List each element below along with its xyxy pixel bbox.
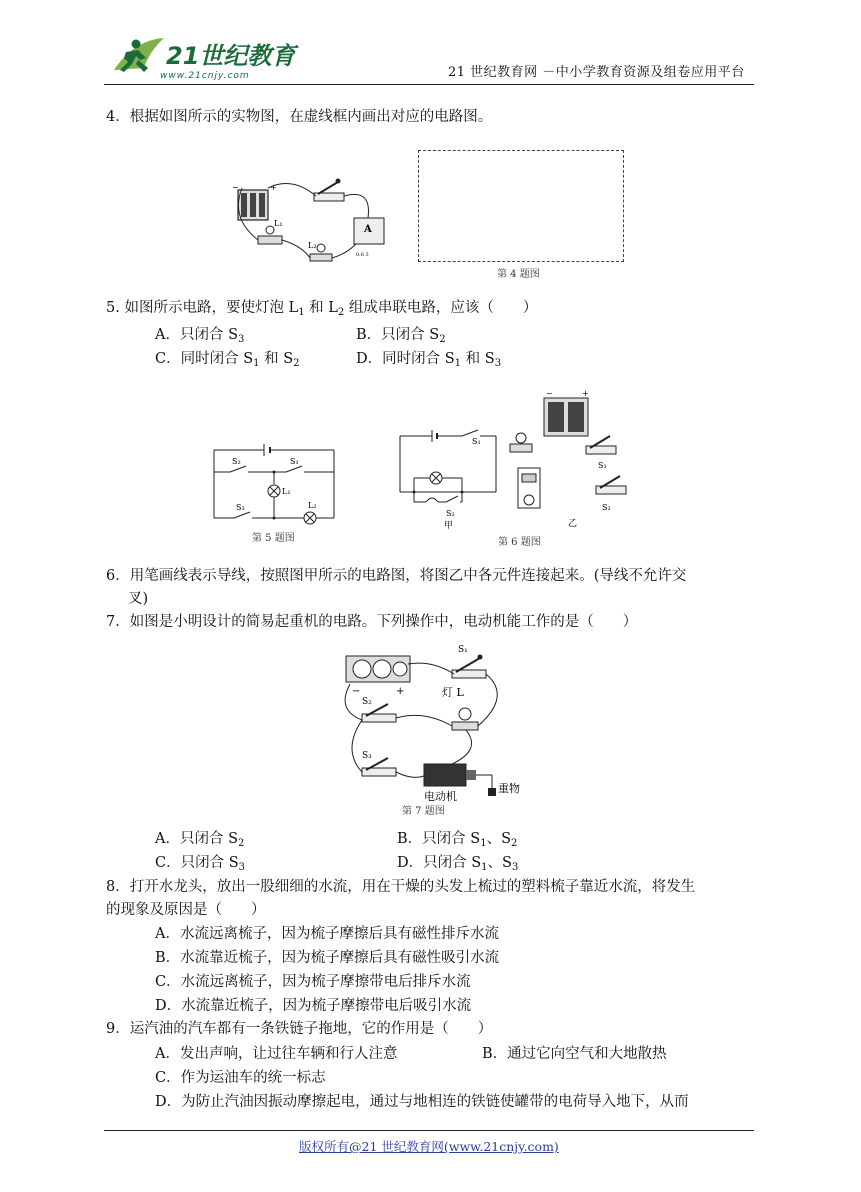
q5-option-d[interactable]: D．同时闭合 $S_1$ 和 $S_3$ xyxy=(356,351,502,369)
lamp-icon xyxy=(510,433,532,452)
svg-text:S₂: S₂ xyxy=(232,457,241,466)
fig7-crane-circuit xyxy=(332,640,532,816)
svg-text:S₂: S₂ xyxy=(446,509,455,518)
svg-text:重物: 重物 xyxy=(498,782,520,795)
q5-option-b[interactable]: B．只闭合 $S_2$ xyxy=(356,327,446,345)
q8-option-d[interactable]: D．水流靠近梳子，因为梳子摩擦带电后吸引水流 xyxy=(155,998,472,1014)
fig6-jia-circuit xyxy=(396,426,500,530)
footer-copyright-link[interactable]: 版权所有@21 世纪教育网(www.21cnjy.com) xyxy=(299,1139,559,1154)
q6-stem-line2: 叉) xyxy=(128,591,149,607)
q7-option-c[interactable]: C．只闭合 $S_3$ xyxy=(155,855,246,873)
q7-stem: 7．如图是小明设计的简易起重机的电路。下列操作中，电动机能工作的是（ ） xyxy=(106,614,638,630)
svg-text:−: − xyxy=(232,183,239,192)
fig5-circuit xyxy=(208,440,340,526)
q4-caption: 第 4 题图 xyxy=(497,269,540,280)
svg-text:S₁: S₁ xyxy=(598,461,607,470)
switch-s1-icon xyxy=(452,655,486,679)
header-logo xyxy=(104,30,304,84)
q9-option-a[interactable]: A．发出声响，让过往车辆和行人注意 xyxy=(155,1046,398,1062)
fig4-physical-circuit xyxy=(222,168,394,264)
switch-s2-icon xyxy=(596,476,626,512)
svg-text:S₁: S₁ xyxy=(472,437,481,446)
q9-option-c[interactable]: C．作为运油车的统一标志 xyxy=(155,1070,326,1086)
q5-stem: 5. 如图所示电路，要使灯泡 $L_1$ 和 $L_2$ 组成串联电路，应该（ ） xyxy=(106,300,538,318)
svg-text:+: + xyxy=(396,686,405,697)
header-rule xyxy=(104,84,754,85)
q7-option-b[interactable]: B．只闭合 $S_1$、$S_2$ xyxy=(397,831,518,849)
q4-answer-box[interactable] xyxy=(418,150,624,262)
q8-stem-line1: 8．打开水龙头，放出一股细细的水流，用在干燥的头发上梳过的塑料梳子靠近水流，将发生 xyxy=(106,879,696,895)
logo-text: 21世纪教育 xyxy=(166,42,296,70)
q8-option-a[interactable]: A．水流远离梳子，因为梳子摩擦后具有磁性排斥水流 xyxy=(155,926,499,942)
svg-text:L₁: L₁ xyxy=(282,487,291,496)
q6-caption: 第 6 题图 xyxy=(498,537,541,548)
ammeter-icon xyxy=(354,218,384,258)
svg-text:A: A xyxy=(364,224,372,235)
q5-caption: 第 5 题图 xyxy=(252,533,295,544)
svg-text:S₁: S₁ xyxy=(290,457,299,466)
svg-text:−: − xyxy=(546,389,553,398)
svg-text:S₂: S₂ xyxy=(602,503,611,512)
q7-option-a[interactable]: A．只闭合 $S_2$ xyxy=(155,831,245,849)
svg-text:灯 L: 灯 L xyxy=(442,686,464,699)
footer-rule xyxy=(104,1130,754,1131)
svg-text:S₁: S₁ xyxy=(458,645,468,655)
svg-text:+: + xyxy=(270,183,277,192)
svg-text:0.6 3: 0.6 3 xyxy=(356,252,369,258)
q9-option-b[interactable]: B．通过它向空气和大地散热 xyxy=(482,1046,667,1062)
battery-icon xyxy=(346,656,410,697)
svg-text:电动机: 电动机 xyxy=(424,790,457,803)
svg-text:S₃: S₃ xyxy=(362,751,372,761)
q9-option-d[interactable]: D．为防止汽油因振动摩擦起电，通过与地相连的铁链使罐带的电荷导入地下，从而 xyxy=(155,1094,689,1110)
header-right-text: 21 世纪教育网 －中小学教育资源及组卷应用平台 xyxy=(448,65,745,80)
q4-stem: 4．根据如图所示的实物图，在虚线框内画出对应的电路图。 xyxy=(106,109,493,125)
svg-text:L₂: L₂ xyxy=(308,241,317,250)
q7-caption: 第 7 题图 xyxy=(402,806,445,817)
switch-s1-icon xyxy=(586,436,616,470)
battery-icon xyxy=(544,389,589,436)
q8-option-b[interactable]: B．水流靠近梳子，因为梳子摩擦后具有磁性吸引水流 xyxy=(155,950,500,966)
svg-text:甲: 甲 xyxy=(444,521,454,530)
lamp-l1-icon xyxy=(258,219,283,244)
q5-option-c[interactable]: C．同时闭合 $S_1$ 和 $S_2$ xyxy=(155,351,300,369)
q6-stem-line1: 6．用笔画线表示导线，按照图甲所示的电路图，将图乙中各元件连接起来。(导线不允许交 xyxy=(106,568,687,584)
bell-icon xyxy=(518,468,540,508)
svg-text:L₁: L₁ xyxy=(274,219,283,228)
q9-stem: 9．运汽油的汽车都有一条铁链子拖地，它的作用是（ ） xyxy=(106,1021,493,1037)
q5-option-a[interactable]: A．只闭合 $S_3$ xyxy=(155,327,245,345)
svg-text:S₂: S₂ xyxy=(362,697,372,707)
q8-stem-line2: 的现象及原因是（ ） xyxy=(106,902,266,918)
svg-text:−: − xyxy=(352,686,361,697)
logo-runner-icon xyxy=(104,30,304,84)
q8-option-c[interactable]: C．水流远离梳子，因为梳子摩擦带电后排斥水流 xyxy=(155,974,471,990)
lamp-l2-icon xyxy=(308,241,332,261)
q7-option-d[interactable]: D．只闭合 $S_1$、$S_3$ xyxy=(397,855,519,873)
fig6-yi-components xyxy=(506,386,640,530)
svg-text:乙: 乙 xyxy=(568,519,578,529)
svg-text:L₂: L₂ xyxy=(308,501,317,510)
switch-icon xyxy=(314,179,344,202)
svg-text:S₃: S₃ xyxy=(236,503,245,512)
svg-text:+: + xyxy=(582,389,589,398)
logo-url: www.21cnjy.com xyxy=(160,71,250,81)
lamp-l-icon xyxy=(452,708,478,730)
